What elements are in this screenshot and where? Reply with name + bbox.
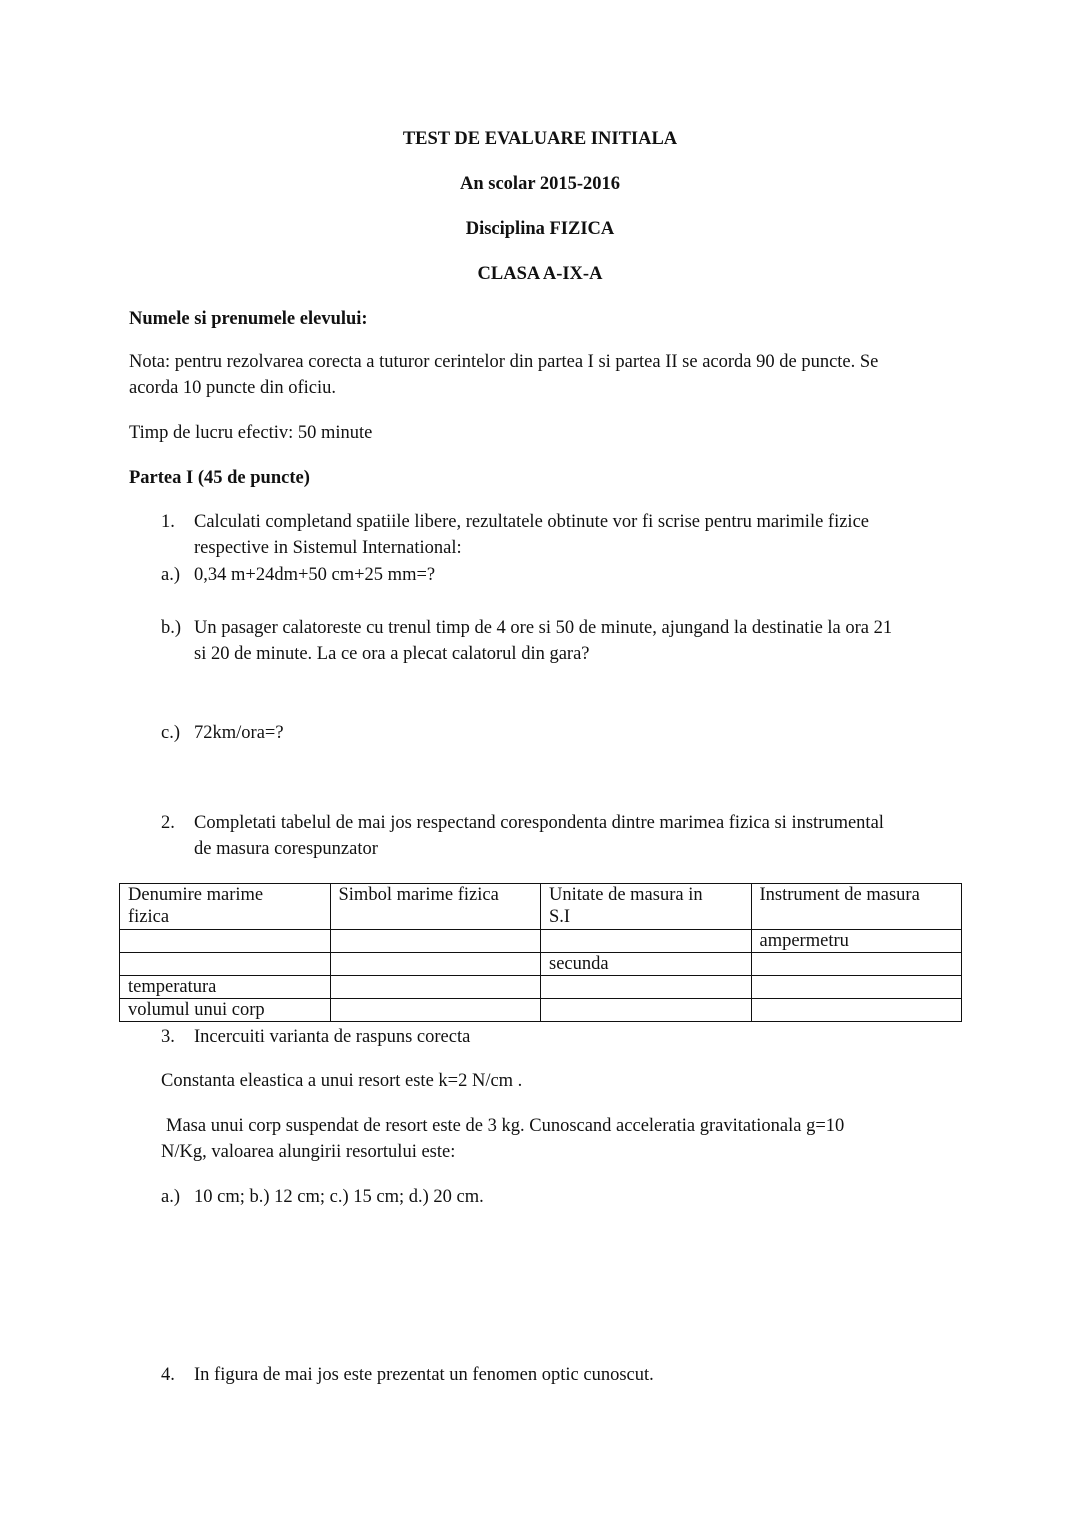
table-header-cell: Simbol marime fizica [330,884,541,930]
table-cell: ampermetru [751,930,962,953]
q3-mass-line-2: N/Kg, valoarea alungirii resortului este: [161,1142,456,1162]
table-cell [330,999,541,1022]
table-row [120,976,962,999]
table-cell: volumul unui corp [120,999,331,1022]
nota-line-1: Nota: pentru rezolvarea corecta a tuturor cerintelor din partea I si partea II se acorda 90 de puncte. Se [129,352,879,372]
table-row [120,953,962,976]
table-cell [330,930,541,953]
physics-quantities-table [119,883,962,1022]
table-cell [541,999,752,1022]
table-cell [120,953,331,976]
student-name-label: Numele si prenumele elevului: [129,309,368,329]
nota-line-2: acorda 10 puncte din oficiu. [129,378,337,398]
q3-mass-line-1: Masa unui corp suspendat de resort este de 3 kg. Cunoscand acceleratia gravitationala g=10 [166,1116,845,1136]
q1b-line-1: Un pasager calatoreste cu trenul timp de 4 ore si 50 de minute, ajungand la destinatie la ora 21 [194,618,893,638]
q1-line-2: respective in Sistemul International: [194,538,462,558]
q3-answer-options: 10 cm; b.) 12 cm; c.) 15 cm; d.) 20 cm. [194,1187,484,1207]
document-title: TEST DE EVALUARE INITIALA [402,129,678,149]
work-time: Timp de lucru efectiv: 50 minute [129,423,373,443]
q3-number: 3. [161,1027,175,1047]
q2-line-2: de masura corespunzator [194,839,378,859]
table-cell [751,953,962,976]
q1a-label: a.) [161,565,180,585]
q1c-text: 72km/ora=? [194,723,284,743]
table-row [120,999,962,1022]
q3-options-label: a.) [161,1187,180,1207]
q1-line-1: Calculati completand spatiile libere, rezultatele obtinute vor fi scrise pentru marimile fizice [194,512,869,532]
part1-title: Partea I (45 de puncte) [129,468,310,488]
q2-line-1: Completati tabelul de mai jos respectand corespondenta dintre marimea fizica si instrumental [194,813,884,833]
q1a-text: 0,34 m+24dm+50 cm+25 mm=? [194,565,436,585]
table-cell [330,953,541,976]
table-cell [120,930,331,953]
q3-title: Incercuiti varianta de raspuns corecta [194,1027,471,1047]
q1b-line-2: si 20 de minute. La ce ora a plecat calatorul din gara? [194,644,590,664]
school-year: An scolar 2015-2016 [460,174,620,194]
table-cell [330,976,541,999]
table-cell: temperatura [120,976,331,999]
q1-number: 1. [161,512,175,532]
q1c-label: c.) [161,723,180,743]
q4-number: 4. [161,1365,175,1385]
table-header-cell: Instrument de masura [751,884,962,930]
table-row [120,930,962,953]
class-label: CLASA A-IX-A [477,264,603,284]
q3-spring-constant: Constanta eleastica a unui resort este k=2 N/cm . [161,1071,523,1091]
table-cell [541,976,752,999]
discipline: Disciplina FIZICA [465,219,615,239]
table-header-row [120,884,962,930]
q4-text: In figura de mai jos este prezentat un fenomen optic cunoscut. [194,1365,654,1385]
table-cell [751,976,962,999]
table-cell: secunda [541,953,752,976]
table-header-cell: Unitate de masura in S.I [541,884,752,930]
table-cell [751,999,962,1022]
table-header-cell: Denumire marime fizica [120,884,331,930]
table-cell [541,930,752,953]
q2-number: 2. [161,813,175,833]
q1b-label: b.) [161,618,182,638]
